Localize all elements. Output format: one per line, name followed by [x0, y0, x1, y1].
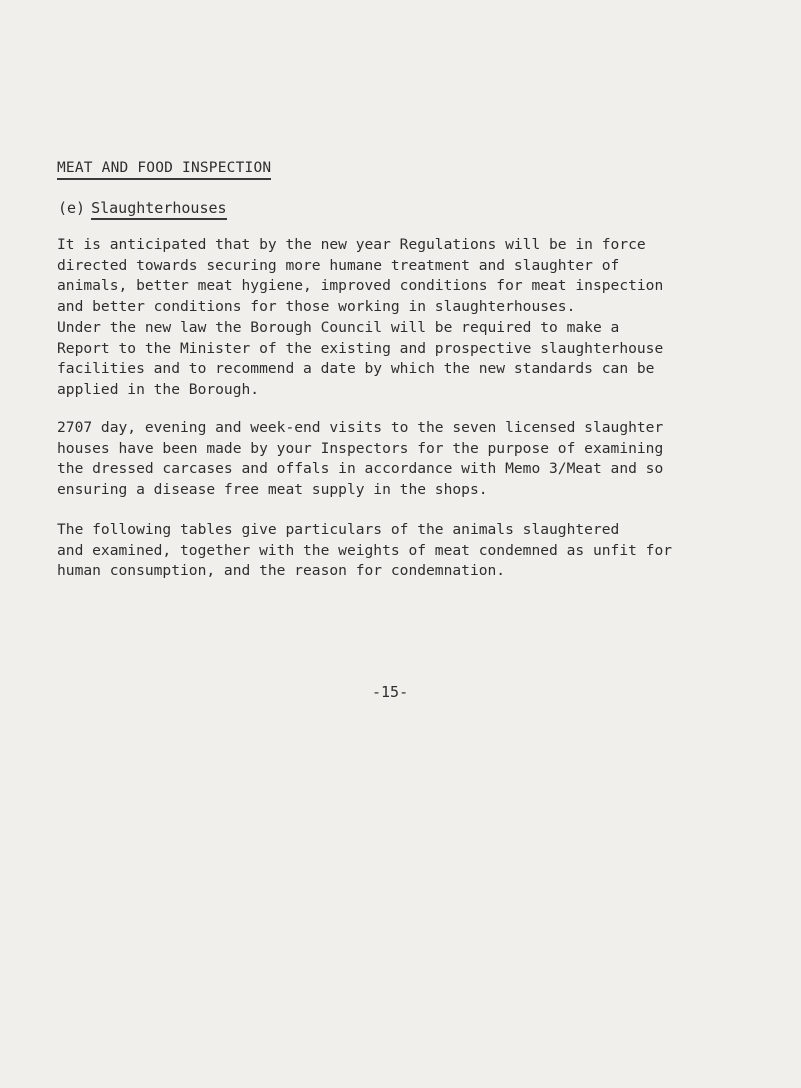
paragraph-line: Under the new law the Borough Council will be required to make a [57, 319, 620, 336]
paragraph-inspection-visits [57, 418, 757, 500]
paragraph-line: Report to the Minister of the existing and prospective slaughterhouse [57, 339, 664, 357]
paragraph-line: The following tables give particulars of the animals slaughtered [57, 521, 620, 538]
paragraph-line: animals, better meat hygiene, improved conditions for meat inspection [57, 277, 664, 294]
paragraph-line: human consumption, and the reason for condemnation. [57, 562, 506, 579]
paragraph-line: It is anticipated that by the new year Regulations will be in force [57, 236, 646, 253]
paragraph-borough-report [57, 318, 757, 400]
section-marker: (e) [58, 199, 86, 217]
paragraph-line: applied in the Borough. [57, 380, 260, 398]
page-heading: MEAT AND FOOD INSPECTION [57, 160, 271, 180]
paragraph-line: houses have been made by your Inspectors for the purpose of examining [57, 439, 664, 457]
paragraph-line: facilities and to recommend a date by which the new standards can be [57, 360, 655, 377]
paragraph-tables-intro [57, 520, 757, 582]
paragraph-line: directed towards securing more humane treatment and slaughter of [57, 256, 620, 274]
paragraph-regulations [57, 235, 757, 317]
paragraph-line: 2707 day, evening and week-end visits to the seven licensed slaughter [57, 419, 664, 436]
page-number: -15- [372, 683, 409, 701]
section-title: Slaughterhouses [91, 199, 226, 220]
paragraph-line: ensuring a disease free meat supply in the shops. [57, 480, 488, 498]
section-heading [58, 199, 227, 217]
paragraph-line: and examined, together with the weights of meat condemned as unfit for [57, 541, 673, 559]
paragraph-line: the dressed carcases and offals in accordance with Memo 3/Meat and so [57, 460, 664, 477]
paragraph-line: and better conditions for those working in slaughterhouses. [57, 297, 576, 315]
